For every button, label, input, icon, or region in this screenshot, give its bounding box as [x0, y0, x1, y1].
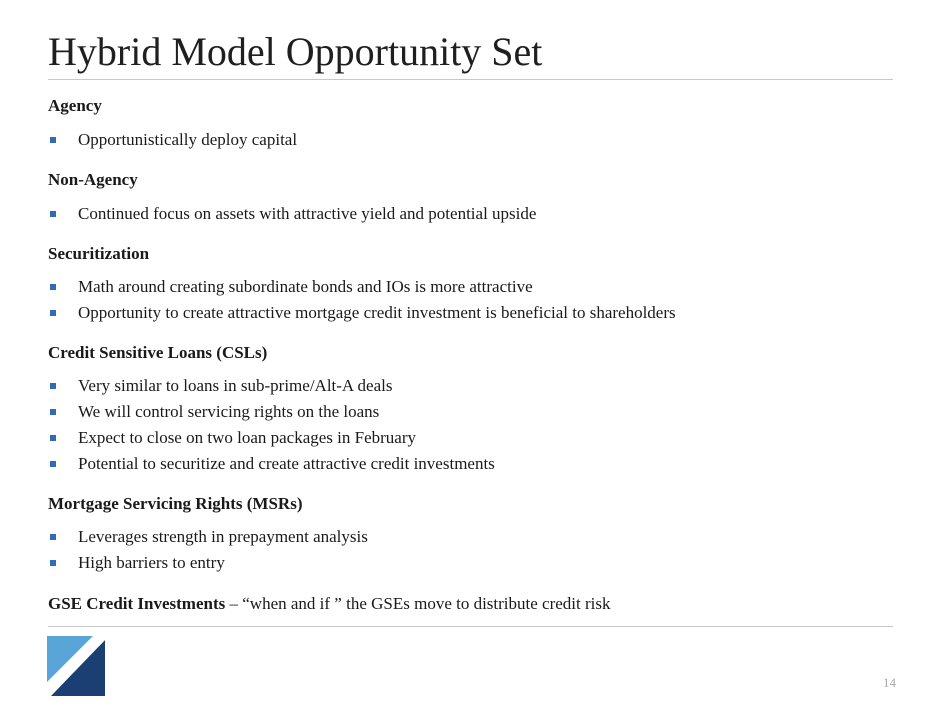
bullet-square-icon: [50, 409, 56, 415]
page-title: Hybrid Model Opportunity Set: [48, 29, 543, 74]
bullet-text: Potential to securitize and create attractive credit investments: [78, 454, 495, 473]
page-number: 14: [883, 675, 896, 690]
bullet-square-icon: [50, 310, 56, 316]
bullet-square-icon: [50, 383, 56, 389]
bullet-square-icon: [50, 461, 56, 467]
gse-credit-line: [48, 594, 611, 614]
bullet-text: Very similar to loans in sub-prime/Alt-A deals: [78, 376, 393, 395]
bullet-square-icon: [50, 211, 56, 217]
gse-text: – “when and if ” the GSEs move to distribute credit risk: [225, 594, 611, 613]
bullet-text: Leverages strength in prepayment analysis: [78, 527, 368, 546]
bullet-text: We will control servicing rights on the loans: [78, 402, 380, 421]
bullet-text: Expect to close on two loan packages in February: [78, 428, 417, 447]
title-divider: [48, 79, 893, 80]
footer-divider: [48, 626, 893, 627]
bullet-text: Continued focus on assets with attractive yield and potential upside: [78, 204, 537, 223]
section-heading-securitization: Securitization: [48, 244, 150, 263]
section-heading-msrs: Mortgage Servicing Rights (MSRs): [48, 494, 303, 513]
bullet-text: Math around creating subordinate bonds and IOs is more attractive: [78, 277, 533, 296]
section-heading-agency: Agency: [48, 96, 102, 115]
bullet-text: High barriers to entry: [78, 553, 225, 572]
bullet-square-icon: [50, 560, 56, 566]
section-heading-csls: Credit Sensitive Loans (CSLs): [48, 343, 268, 362]
section-heading-non-agency: Non-Agency: [48, 170, 138, 189]
bullet-square-icon: [50, 137, 56, 143]
bullet-square-icon: [50, 435, 56, 441]
gse-label: GSE Credit Investments: [48, 594, 226, 613]
bullet-text: Opportunity to create attractive mortgage credit investment is beneficial to shareholders: [78, 303, 676, 322]
company-logo-icon: [47, 636, 105, 696]
bullet-square-icon: [50, 284, 56, 290]
bullet-text: Opportunistically deploy capital: [78, 130, 298, 149]
bullet-square-icon: [50, 534, 56, 540]
